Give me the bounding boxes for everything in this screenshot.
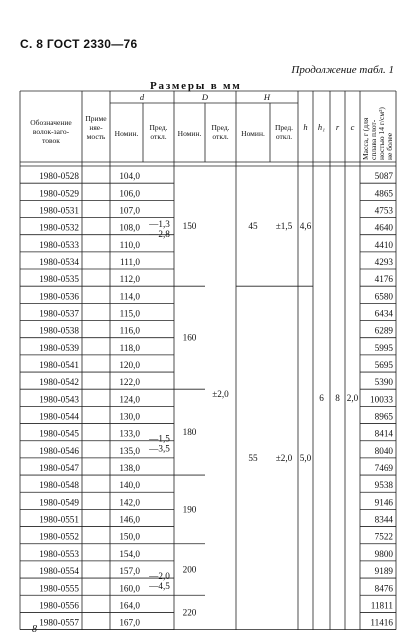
row-mass: 4293 <box>374 257 393 268</box>
row-mass: 4865 <box>374 188 393 199</box>
d-tolerance-upper: —2,0 <box>149 571 170 582</box>
c-value: 2,0 <box>346 392 359 403</box>
row-mass: 4410 <box>374 239 393 250</box>
row-mass: 8965 <box>374 411 393 422</box>
row-mass: 6580 <box>374 291 393 302</box>
d-tolerance-upper: —1,3 <box>149 219 170 230</box>
row-designation: 1980-0539 <box>39 342 79 353</box>
row-d-nominal: 140,0 <box>119 480 140 491</box>
row-mass: 4753 <box>374 205 393 216</box>
h1-header: h₁ <box>317 122 326 132</box>
applicability-header-l3: мость <box>86 132 106 141</box>
designation-header-l3: товок <box>42 136 60 145</box>
dimensions-caption: Размеры в мм <box>150 80 242 92</box>
H-tolerance: ±2,0 <box>275 452 293 463</box>
row-mass: 5695 <box>374 360 393 371</box>
row-designation: 1980-0529 <box>39 188 79 199</box>
row-mass: 5390 <box>374 377 393 388</box>
row-mass: 10033 <box>370 394 393 405</box>
H-tolerance: ±1,5 <box>275 221 293 232</box>
nominal-header-2: Номин. <box>241 129 265 138</box>
row-designation: 1980-0533 <box>39 239 79 250</box>
h-header: h <box>303 122 308 132</box>
D-nominal: 220 <box>182 607 197 618</box>
tolerance-header-0-l2: откл. <box>150 132 167 141</box>
continuation-label: Продолжение табл. 1 <box>291 64 394 76</box>
row-mass: 9538 <box>374 480 393 491</box>
row-designation: 1980-0544 <box>39 411 79 422</box>
tolerance-header-1-l2: откл. <box>212 132 229 141</box>
row-d-nominal: 146,0 <box>119 514 140 525</box>
row-mass: 11811 <box>370 600 393 611</box>
row-d-nominal: 114,0 <box>119 291 140 302</box>
row-d-nominal: 116,0 <box>119 325 140 336</box>
row-designation: 1980-0554 <box>39 566 79 577</box>
d-tolerance-upper: —1,5 <box>149 433 170 444</box>
mass-header <box>361 107 394 160</box>
row-designation: 1980-0537 <box>39 308 79 319</box>
row-mass: 4640 <box>374 222 393 233</box>
page-footer-mark: 8 <box>32 624 37 635</box>
d-tolerance-lower: —4,5 <box>149 581 170 592</box>
row-d-nominal: 118,0 <box>119 342 140 353</box>
row-mass: 6434 <box>374 308 393 319</box>
row-designation: 1980-0557 <box>39 617 79 628</box>
row-designation: 1980-0545 <box>39 428 79 439</box>
row-mass: 8476 <box>374 583 393 594</box>
row-mass: 5087 <box>374 171 393 182</box>
tolerance-header-2-l2: откл. <box>275 132 293 141</box>
row-d-nominal: 167,0 <box>119 617 140 628</box>
row-mass: 9189 <box>374 566 393 577</box>
row-mass: 9146 <box>374 497 393 508</box>
row-d-nominal: 120,0 <box>119 360 140 371</box>
row-designation: 1980-0556 <box>39 600 79 611</box>
d-header: d <box>139 92 145 102</box>
row-d-nominal: 115,0 <box>119 308 140 319</box>
H-nominal: 45 <box>248 221 258 232</box>
row-designation: 1980-0547 <box>39 463 79 474</box>
row-d-nominal: 142,0 <box>119 497 140 508</box>
tolerance-header-2-l1: Пред. <box>274 123 294 132</box>
tolerance-header-1-l1: Пред. <box>211 123 230 132</box>
row-designation: 1980-0531 <box>39 205 79 216</box>
nominal-header-0: Номин. <box>114 129 139 138</box>
row-d-nominal: 157,0 <box>119 566 140 577</box>
row-d-nominal: 111,0 <box>120 257 140 268</box>
applicability-header-l2: няе- <box>89 123 103 132</box>
r-value: 8 <box>335 392 340 403</box>
row-mass: 6289 <box>374 325 393 336</box>
row-d-nominal: 160,0 <box>119 583 140 594</box>
row-mass: 8344 <box>374 514 393 525</box>
D-nominal: 200 <box>182 564 197 575</box>
row-d-nominal: 133,0 <box>119 428 140 439</box>
row-mass: 7469 <box>374 463 393 474</box>
row-mass: 7522 <box>374 531 393 542</box>
h-value: 5,0 <box>299 452 312 463</box>
page-header: С. 8 ГОСТ 2330—76 <box>20 37 138 51</box>
D-header: D <box>201 92 209 102</box>
row-mass: 4176 <box>374 274 393 285</box>
row-designation: 1980-0535 <box>39 274 79 285</box>
mass-header-line-4: не более <box>385 132 394 160</box>
row-designation: 1980-0546 <box>39 445 79 456</box>
row-d-nominal: 106,0 <box>119 188 140 199</box>
D-nominal: 150 <box>182 221 197 232</box>
D-nominal: 190 <box>182 504 197 515</box>
row-d-nominal: 107,0 <box>119 205 140 216</box>
d-tolerance-lower: —3,5 <box>149 443 170 454</box>
row-mass: 9800 <box>374 548 393 559</box>
row-designation: 1980-0543 <box>39 394 79 405</box>
row-d-nominal: 122,0 <box>119 377 140 388</box>
row-d-nominal: 110,0 <box>119 239 140 250</box>
mass-header-line-3: ностью 14 г/см³) <box>377 107 386 160</box>
row-designation: 1980-0528 <box>39 171 79 182</box>
mass-header-line-1: Масса, г (для <box>361 117 370 160</box>
designation-header-l2: волок-заго- <box>32 127 70 136</box>
d-tolerance-lower: —2,8 <box>149 229 170 240</box>
H-header: H <box>263 92 271 102</box>
row-d-nominal: 104,0 <box>119 171 140 182</box>
row-designation: 1980-0541 <box>39 360 79 371</box>
row-d-nominal: 112,0 <box>119 274 140 285</box>
tolerance-header-0-l1: Пред. <box>149 123 168 132</box>
row-designation: 1980-0552 <box>39 531 79 542</box>
row-designation: 1980-0542 <box>39 377 79 388</box>
applicability-header-l1: Приме <box>85 114 107 123</box>
nominal-header-1: Номин. <box>177 129 202 138</box>
row-mass: 8040 <box>374 445 393 456</box>
row-mass: 5995 <box>374 342 393 353</box>
row-d-nominal: 150,0 <box>119 531 140 542</box>
row-mass: 8414 <box>374 428 393 439</box>
row-designation: 1980-0553 <box>39 548 79 559</box>
H-nominal: 55 <box>248 452 258 463</box>
row-d-nominal: 138,0 <box>119 463 140 474</box>
row-designation: 1980-0534 <box>39 257 79 268</box>
row-designation: 1980-0555 <box>39 583 79 594</box>
row-designation: 1980-0532 <box>39 222 79 233</box>
D-nominal: 180 <box>182 427 197 438</box>
h1-value: 6 <box>319 392 324 403</box>
row-d-nominal: 108,0 <box>119 222 140 233</box>
h-value: 4,6 <box>299 221 312 232</box>
mass-header-line-2: сплава плот- <box>369 119 378 160</box>
row-designation: 1980-0549 <box>39 497 79 508</box>
designation-header-l1: Обозначение <box>30 118 72 127</box>
D-nominal: 160 <box>182 332 197 343</box>
row-designation: 1980-0538 <box>39 325 79 336</box>
row-d-nominal: 135,0 <box>119 445 140 456</box>
row-d-nominal: 154,0 <box>119 548 140 559</box>
row-d-nominal: 164,0 <box>119 600 140 611</box>
row-designation: 1980-0536 <box>39 291 79 302</box>
D-tolerance: ±2,0 <box>212 388 229 399</box>
row-d-nominal: 124,0 <box>119 394 140 405</box>
row-designation: 1980-0548 <box>39 480 79 491</box>
c-header: c <box>350 122 355 132</box>
r-header: r <box>335 122 340 132</box>
row-mass: 11416 <box>370 617 393 628</box>
row-designation: 1980-0551 <box>39 514 79 525</box>
row-d-nominal: 130,0 <box>119 411 140 422</box>
